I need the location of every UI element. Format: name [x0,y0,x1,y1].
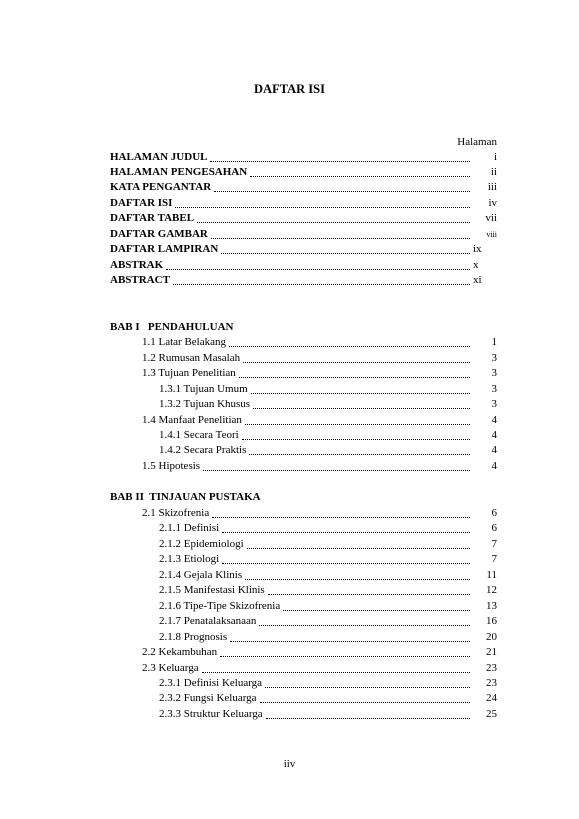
toc-entry-page: x [473,259,479,271]
toc-entry-label: 2.3.1 Definisi Keluarga [159,677,263,689]
dot-leader [239,377,470,378]
toc-entry-page: i [493,151,497,163]
toc-entry[interactable] [110,242,497,257]
halaman-column-label: Halaman [457,136,497,148]
toc-entry-page: 3 [491,398,497,410]
toc-entry[interactable] [159,676,497,691]
toc-entry-page: xi [473,274,482,286]
dot-leader [222,563,470,564]
toc-entry-label: DAFTAR TABEL [110,212,195,224]
toc-entry-label: 2.3.2 Fungsi Keluarga [159,692,257,704]
toc-entry-label: 1.4.1 Secara Teori [159,429,239,441]
toc-entry[interactable] [159,537,497,552]
toc-entry-page: 16 [486,615,497,627]
toc-entry-label: 1.2 Rumusan Masalah [142,352,241,364]
toc-entry[interactable] [159,599,497,614]
toc-entry-label: 1.3 Tujuan Penelitian [142,367,236,379]
toc-entry-label: ABSTRAK [110,259,164,271]
toc-entry[interactable] [110,227,497,242]
dot-leader [242,439,470,440]
dot-leader [283,610,470,611]
dot-leader [230,641,470,642]
dot-leader [166,269,470,270]
dot-leader [211,238,470,239]
toc-entry[interactable] [142,366,497,381]
toc-entry[interactable] [159,614,497,629]
toc-entry-page: 3 [491,383,497,395]
dot-leader [251,393,470,394]
toc-entry-label: DAFTAR ISI [110,197,173,209]
toc-entry-page: iii [487,181,497,193]
dot-leader [210,161,470,162]
toc-entry-label: 2.1.5 Manifestasi Klinis [159,584,265,596]
dot-leader [245,424,470,425]
dot-leader [249,454,470,455]
dot-leader [268,594,470,595]
toc-entry[interactable] [159,568,497,583]
toc-entry[interactable] [142,335,497,350]
toc-entry-label: DAFTAR GAMBAR [110,228,208,240]
toc-entry-page: 1 [491,336,497,348]
toc-entry[interactable] [110,196,497,211]
toc-entry-label: KATA PENGANTAR [110,181,212,193]
dot-leader [229,346,470,347]
toc-entry-label: 2.2 Kekambuhan [142,646,218,658]
toc-entry-page: 4 [491,444,497,456]
toc-entry-label: 2.3.3 Struktur Keluarga [159,708,263,720]
dot-leader [266,718,470,719]
toc-entry-page: 24 [486,692,497,704]
chapter-heading[interactable]: BAB I PENDAHULUAN [110,321,234,333]
toc-entry[interactable] [110,150,497,165]
toc-entry[interactable] [159,630,497,645]
dot-leader [265,687,470,688]
toc-entry-label: ABSTRACT [110,274,170,286]
toc-entry-label: 2.1.6 Tipe-Tipe Skizofrenia [159,600,281,612]
toc-entry-page: 25 [486,708,497,720]
dot-leader [243,362,470,363]
toc-entry-page: 12 [486,584,497,596]
page-number-footer: iiv [283,758,296,770]
toc-entry-label: 2.1.7 Penatalaksanaan [159,615,257,627]
toc-entry-page: ii [490,166,497,178]
toc-entry-label: 2.1.8 Prognosis [159,631,228,643]
toc-entry[interactable] [142,506,497,521]
toc-entry[interactable] [142,645,497,660]
toc-entry-page: viii [486,230,497,239]
toc-entry-page: 7 [491,553,497,565]
toc-entry-label: 1.3.1 Tujuan Umum [159,383,248,395]
dot-leader [247,548,470,549]
toc-entry-page: iv [488,197,497,209]
dot-leader [221,253,470,254]
dot-leader [173,284,470,285]
toc-entry-page: 4 [491,429,497,441]
toc-entry[interactable] [159,707,497,722]
toc-entry[interactable] [159,443,497,458]
toc-entry-page: 13 [486,600,497,612]
toc-entry-label: HALAMAN JUDUL [110,151,208,163]
dot-leader [260,702,470,703]
toc-entry[interactable] [159,382,497,397]
toc-entry-page: 4 [491,460,497,472]
dot-leader [175,207,470,208]
toc-entry-label: 1.3.2 Tujuan Khusus [159,398,251,410]
toc-entry-label: 2.1.2 Epidemiologi [159,538,244,550]
toc-entry-page: ix [473,243,482,255]
toc-entry-label: 1.1 Latar Belakang [142,336,226,348]
toc-entry[interactable] [110,211,497,226]
chapter-heading[interactable]: BAB II TINJAUAN PUSTAKA [110,491,261,503]
toc-entry-label: HALAMAN PENGESAHAN [110,166,248,178]
toc-entry-page: 20 [486,631,497,643]
page-title: DAFTAR ISI [254,82,325,96]
toc-entry[interactable] [159,552,497,567]
dot-leader [253,408,470,409]
toc-entry-page: 4 [491,414,497,426]
toc-entry[interactable] [110,180,497,195]
toc-entry-page: 6 [491,507,497,519]
dot-leader [220,656,470,657]
dot-leader [250,176,470,177]
toc-entry[interactable] [110,273,497,288]
toc-entry[interactable] [142,459,497,474]
dot-leader [203,470,470,471]
toc-entry[interactable] [142,661,497,676]
toc-entry[interactable] [159,521,497,536]
toc-entry-page: 23 [486,662,497,674]
dot-leader [202,672,470,673]
toc-entry-page: 11 [486,569,497,581]
dot-leader [245,579,470,580]
toc-entry-page: 6 [491,522,497,534]
dot-leader [212,517,470,518]
toc-entry-page: 23 [486,677,497,689]
toc-entry-page: 3 [491,352,497,364]
toc-entry[interactable] [159,583,497,598]
toc-entry-label: 2.3 Keluarga [142,662,199,674]
toc-entry-label: 2.1.4 Gejala Klinis [159,569,243,581]
toc-entry-label: 2.1.1 Definisi [159,522,220,534]
toc-entry-label: 1.5 Hipotesis [142,460,201,472]
toc-entry[interactable] [159,397,497,412]
toc-entry-label: 1.4 Manfaat Penelitian [142,414,242,426]
toc-entry[interactable] [159,691,497,706]
toc-entry[interactable] [142,413,497,428]
toc-entry[interactable] [142,351,497,366]
toc-entry-page: 21 [486,646,497,658]
toc-entry-label: 2.1.3 Etiologi [159,553,220,565]
toc-entry[interactable] [110,258,497,273]
dot-leader [214,191,470,192]
toc-entry[interactable] [110,165,497,180]
dot-leader [259,625,470,626]
dot-leader [197,222,470,223]
toc-entry-page: 7 [491,538,497,550]
toc-entry-label: 1.4.2 Secara Praktis [159,444,247,456]
dot-leader [222,532,470,533]
toc-entry-page: 3 [491,367,497,379]
toc-entry[interactable] [159,428,497,443]
toc-entry-page: vii [485,212,497,224]
toc-entry-label: DAFTAR LAMPIRAN [110,243,219,255]
toc-entry-label: 2.1 Skizofrenia [142,507,210,519]
